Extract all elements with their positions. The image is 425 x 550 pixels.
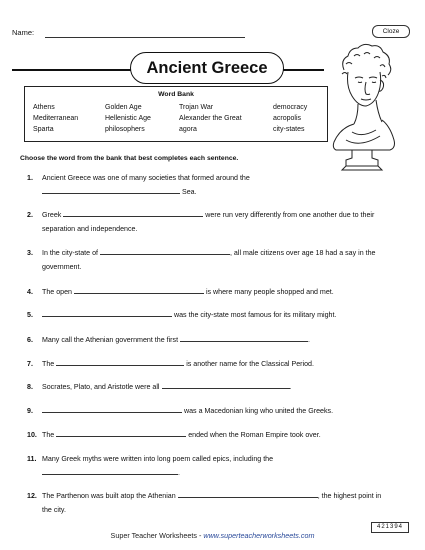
question-text: is another name for the Classical Period. [186, 360, 314, 368]
question-text: , all male citizens over age 18 had a say in the government. [42, 249, 376, 271]
answer-blank[interactable] [56, 428, 186, 437]
question-item [20, 208, 392, 236]
word-bank-word: Trojan War [179, 104, 214, 111]
word-bank-word: Sparta [33, 126, 54, 133]
question-text: . [308, 336, 311, 344]
page-title: Ancient Greece [130, 52, 284, 84]
question-text: is where many people shopped and met. [205, 288, 334, 296]
footer-site-link[interactable]: www.superteacherworksheets.com [203, 531, 315, 540]
word-bank-word: Mediterranean [33, 115, 79, 122]
answer-blank[interactable] [178, 489, 318, 498]
answer-blank[interactable] [162, 380, 290, 389]
worksheet-code: 421394 [371, 522, 409, 533]
question-text: ended when the Roman Empire took over. [188, 431, 321, 439]
word-bank-word: philosophers [105, 126, 145, 133]
footer-separator: - [196, 531, 204, 540]
name-field[interactable] [45, 37, 245, 38]
answer-blank[interactable] [63, 208, 203, 217]
question-item [20, 380, 392, 394]
question-number: 1. [27, 174, 33, 182]
answer-blank[interactable] [42, 404, 182, 413]
question-item [20, 452, 392, 480]
word-bank-title: Word Bank [158, 91, 194, 98]
word-bank-word: Golden Age [105, 104, 142, 111]
question-number: 10. [27, 431, 37, 439]
word-bank-word: city-states [273, 126, 305, 133]
question-item [20, 489, 392, 517]
question-item [20, 357, 392, 371]
question-item [20, 171, 392, 199]
word-bank-word: Alexander the Great [179, 115, 242, 122]
answer-blank[interactable] [56, 357, 184, 366]
question-number: 9. [27, 407, 33, 415]
word-bank-word: democracy [273, 104, 308, 111]
answer-blank[interactable] [180, 333, 311, 344]
question-text: The open [42, 288, 72, 296]
question-item [20, 333, 392, 347]
question-text: . [289, 383, 292, 391]
answer-blank[interactable] [42, 466, 178, 475]
word-bank-word: acropolis [273, 115, 302, 122]
word-bank [24, 86, 328, 142]
answer-blank[interactable] [74, 285, 204, 294]
question-item [20, 308, 392, 322]
question-number: 12. [27, 492, 37, 500]
question-number: 2. [27, 211, 33, 219]
question-text: Many Greek myths were written into long poem called epics, including the [42, 455, 274, 463]
question-number: 3. [27, 249, 33, 257]
question-item [20, 404, 392, 418]
question-text: In the city-state of [42, 249, 98, 257]
cloze-badge: Cloze [372, 25, 410, 38]
question-text: The Parthenon was built atop the Athenian [42, 492, 176, 500]
question-number: 4. [27, 288, 33, 296]
answer-blank[interactable] [100, 246, 230, 255]
question-text: Many call the Athenian government the first [42, 336, 179, 344]
question-text: , the highest point in the city. [42, 492, 382, 514]
question-text: were run very differently from one another due to their separation and independence. [42, 211, 375, 233]
question-number: 11. [27, 455, 37, 463]
question-item [20, 246, 392, 274]
question-text: Sea. [181, 188, 197, 196]
answer-blank[interactable] [42, 185, 180, 194]
greek-bust-illustration [322, 40, 402, 180]
question-text: Ancient Greece was one of many societies that formed around the [42, 174, 250, 182]
question-number: 8. [27, 383, 33, 391]
name-label: Name: [12, 28, 35, 37]
footer [0, 531, 425, 540]
question-text: Greek [42, 211, 62, 219]
word-bank-word: Hellenistic Age [105, 115, 151, 122]
footer-brand: Super Teacher Worksheets [110, 531, 197, 540]
question-text: . [178, 469, 180, 477]
question-number: 5. [27, 311, 33, 319]
question-text: was a Macedonian king who united the Greeks. [183, 407, 334, 415]
question-text: The [42, 360, 55, 368]
instructions: Choose the word from the bank that best completes each sentence. [20, 155, 239, 162]
word-bank-word: Athens [33, 104, 55, 111]
question-item [20, 285, 392, 299]
question-text: was the city-state most famous for its military might. [173, 311, 337, 319]
question-item [20, 428, 392, 442]
question-number: 7. [27, 360, 33, 368]
answer-blank[interactable] [42, 308, 172, 317]
question-text: Socrates, Plato, and Aristotle were all [42, 383, 160, 391]
question-text: The [42, 431, 55, 439]
question-number: 6. [27, 336, 33, 344]
word-bank-word: agora [179, 126, 197, 133]
